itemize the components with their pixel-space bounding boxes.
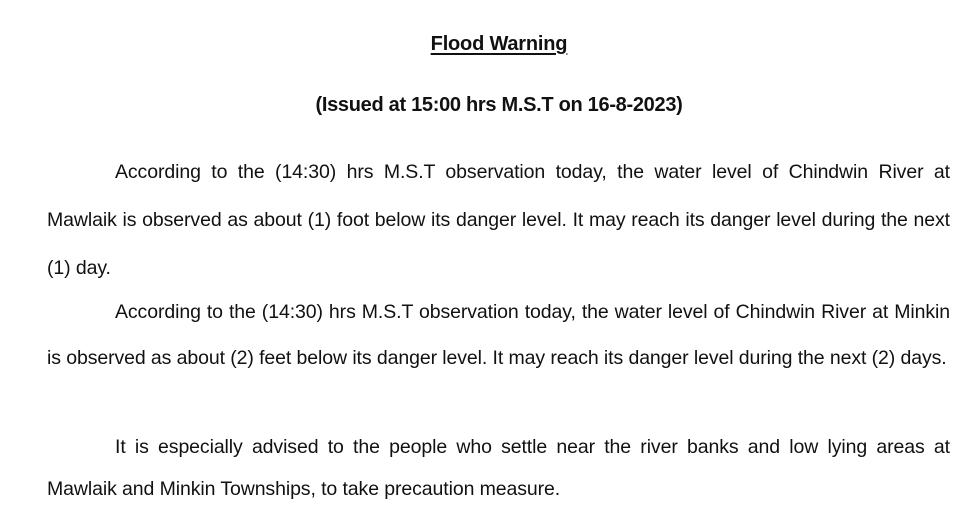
paragraph-minkin: According to the (14:30) hrs M.S.T observation today, the water level of Chindwin River at Minkin is observed as about (2) feet below its danger level. It may reach its danger level during the next (2) days. [47,301,950,369]
document-title: Flood Warning [430,33,568,55]
issued-timestamp: (Issued at 15:00 hrs M.S.T on 16-8-2023) [315,94,683,116]
paragraph-advisory: It is especially advised to the people who settle near the river banks and low lying areas at Mawlaik and Minkin Townships, to take precaution measure. [47,436,950,500]
paragraph-mawlaik: According to the (14:30) hrs M.S.T observation today, the water level of Chindwin River at Mawlaik is observed as about (1) foot below its danger level. It may reach its danger level during the next (1) day. [47,161,950,279]
